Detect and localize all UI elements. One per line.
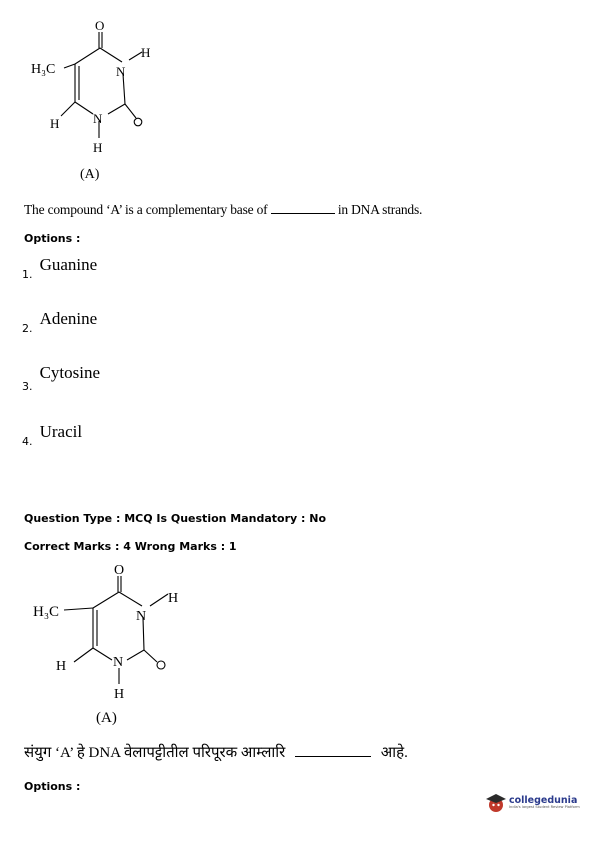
hydrogen-top-label: H bbox=[141, 45, 151, 60]
option-text: Guanine bbox=[39, 255, 98, 274]
question-1-before: The compound ‘A’ is a complementary base of bbox=[24, 202, 268, 217]
structure-caption: (A) bbox=[80, 167, 100, 182]
structure-a-image-1 bbox=[28, 18, 178, 188]
question-1-after: in DNA strands. bbox=[337, 202, 423, 217]
option-2[interactable] bbox=[22, 309, 98, 335]
hydrogen-top-label: H bbox=[168, 591, 179, 606]
oxygen-label: O bbox=[114, 563, 125, 578]
collegedunia-logo bbox=[485, 792, 580, 814]
options-label-1: Options : bbox=[24, 232, 81, 245]
structure-a-image-2 bbox=[30, 558, 190, 730]
nitrogen-top-label: N bbox=[116, 64, 126, 79]
structure-caption: (A) bbox=[96, 710, 117, 726]
methyl-label: H₃C bbox=[31, 62, 56, 77]
question-meta-type: Question Type : MCQ Is Question Mandatory : No bbox=[24, 512, 327, 525]
option-number: 1. bbox=[22, 268, 33, 281]
question-1-text bbox=[24, 202, 422, 218]
answer-blank bbox=[271, 213, 335, 214]
option-number: 2. bbox=[22, 322, 33, 335]
graduate-cap-icon bbox=[485, 792, 507, 814]
option-text: Cytosine bbox=[39, 363, 101, 382]
nitrogen-bottom-label: N bbox=[113, 655, 124, 670]
hydrogen-left-label: H bbox=[56, 659, 67, 674]
options-label-2: Options : bbox=[24, 780, 81, 793]
nitrogen-top-label: N bbox=[136, 609, 147, 624]
oxygen-label: O bbox=[95, 18, 105, 33]
hydrogen-bottom-label: H bbox=[114, 687, 125, 702]
option-text: Uracil bbox=[39, 422, 83, 441]
option-text: Adenine bbox=[39, 309, 98, 328]
hydrogen-bottom-label: H bbox=[93, 140, 103, 155]
methyl-label: H₃C bbox=[33, 604, 60, 620]
option-number: 3. bbox=[22, 380, 33, 393]
option-3[interactable] bbox=[22, 363, 101, 393]
answer-blank bbox=[295, 756, 371, 757]
question-2-text bbox=[24, 742, 408, 762]
option-4[interactable] bbox=[22, 422, 83, 448]
hydrogen-left-label: H bbox=[50, 116, 60, 131]
question-meta-marks: Correct Marks : 4 Wrong Marks : 1 bbox=[24, 540, 237, 553]
logo-tagline: India's largest Student Review Platform bbox=[509, 805, 580, 810]
question-2-after: आहे. bbox=[380, 745, 408, 761]
option-number: 4. bbox=[22, 435, 33, 448]
logo-name: collegedunia bbox=[509, 794, 578, 806]
nitrogen-bottom-label: N bbox=[93, 111, 103, 126]
option-1[interactable] bbox=[22, 255, 98, 281]
question-2-before: संयुग ‘A’ हे DNA वेलापट्टीतील परिपूरक आम्लारि bbox=[24, 745, 286, 761]
